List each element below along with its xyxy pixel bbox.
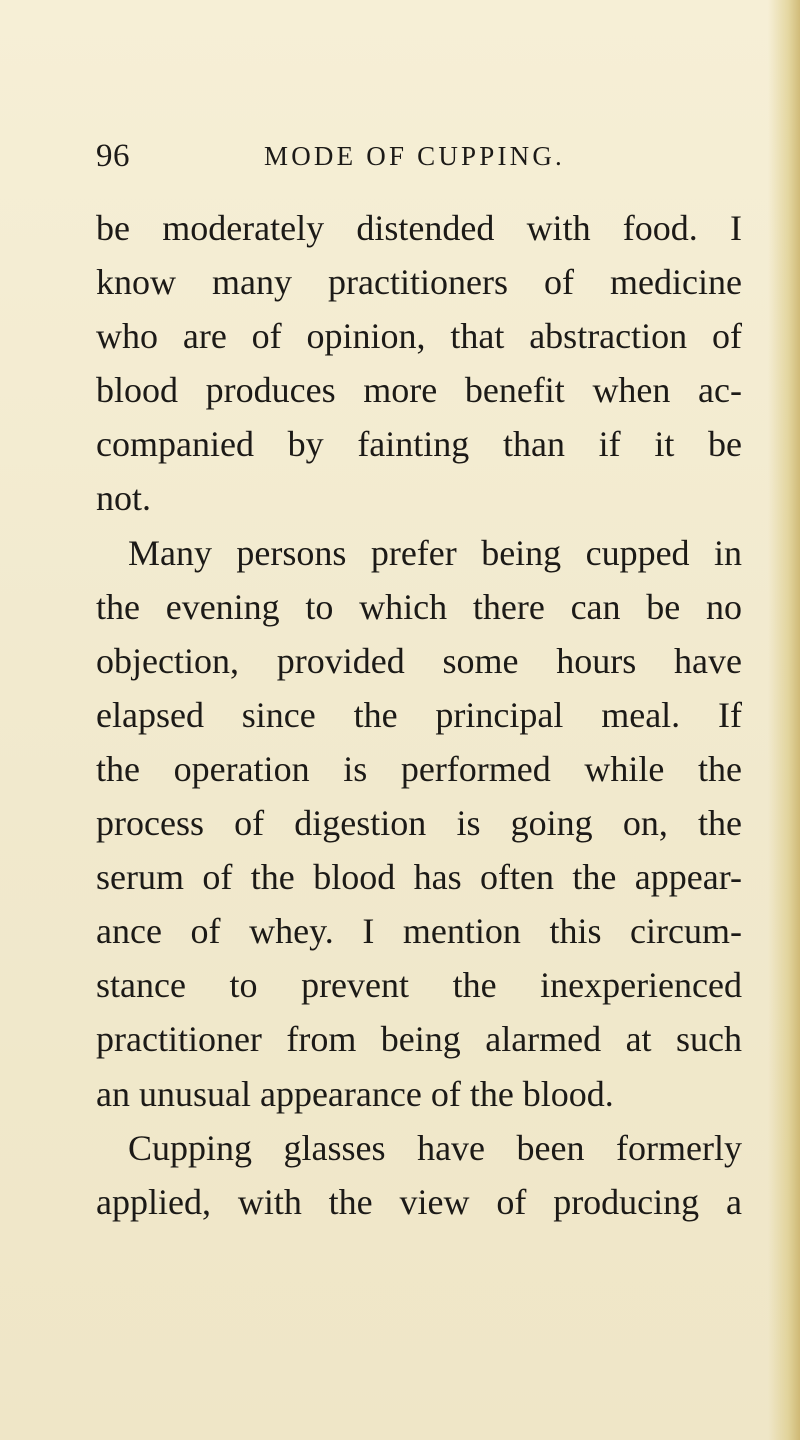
text-line: who are of opinion, that abstraction of	[96, 316, 742, 357]
running-head: MODE OF CUPPING.	[264, 141, 565, 171]
text-line: process of digestion is going on, the	[96, 803, 742, 844]
text-line: companied by fainting than if it be	[96, 424, 742, 465]
text-line: not.	[96, 478, 152, 519]
text-line: blood produces more benefit when ac-	[96, 370, 742, 411]
text-line: stance to prevent the inexperienced	[96, 965, 742, 1006]
text-line: an unusual appearance of the blood.	[96, 1073, 614, 1114]
page-number: 96	[96, 138, 130, 174]
text-line: elapsed since the principal meal. If	[96, 694, 742, 735]
text-line: Many persons prefer being cupped in	[128, 532, 742, 573]
text-line: practitioner from being alarmed at such	[96, 1019, 742, 1060]
text-line: the operation is performed while the	[96, 748, 742, 789]
text-line: be moderately distended with food. I	[96, 208, 742, 248]
text-line: serum of the blood has often the appear-	[96, 857, 742, 898]
text-line: the evening to which there can be no	[96, 586, 742, 627]
page-header	[96, 133, 716, 179]
text-line: Cupping glasses have been formerly	[128, 1127, 742, 1168]
text-line: ance of whey. I mention this circum-	[96, 911, 742, 952]
body-text	[96, 204, 742, 1232]
text-line: applied, with the view of producing a	[96, 1181, 742, 1222]
text-line: know many practitioners of medicine	[96, 262, 742, 303]
text-line: objection, provided some hours have	[96, 640, 742, 681]
